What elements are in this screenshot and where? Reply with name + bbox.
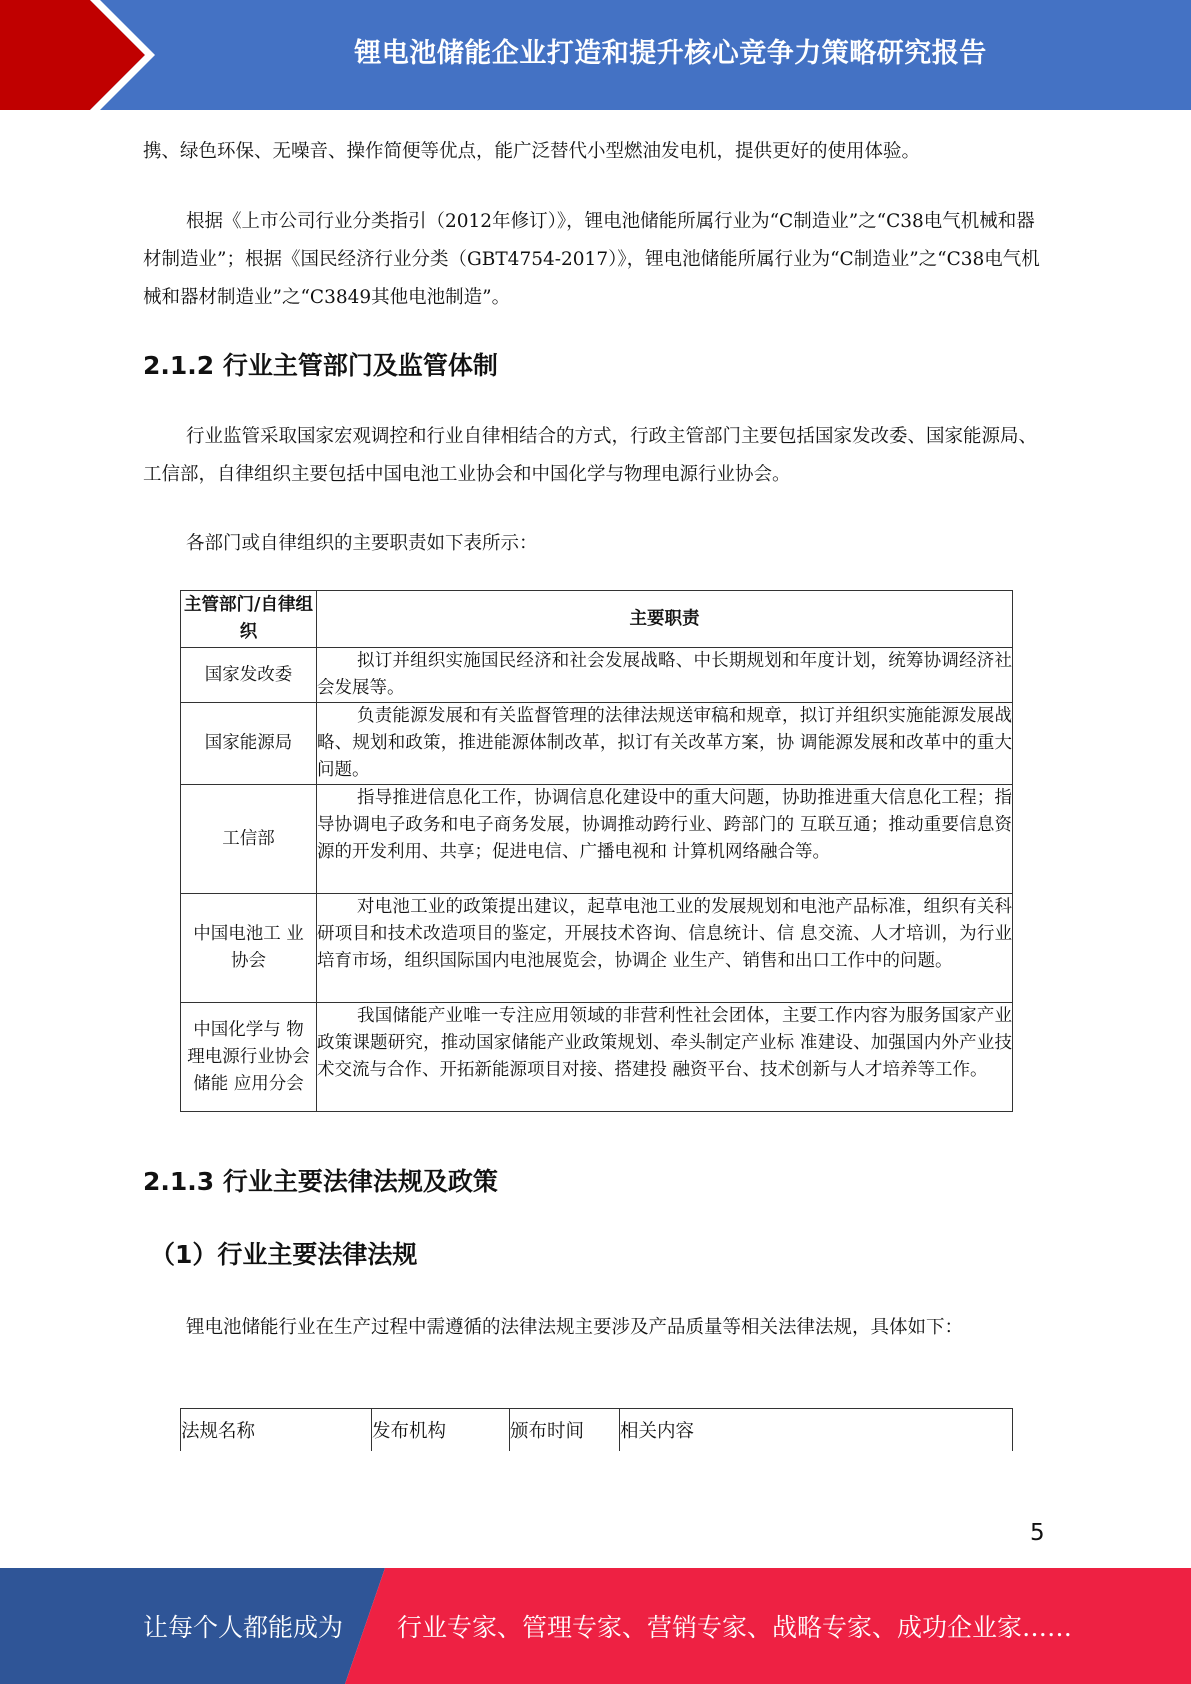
paragraph-laws-intro: 锂电池储能行业在生产过程中需遵循的法律法规主要涉及产品质量等相关法律法规，具体如下： <box>186 1317 964 1338</box>
table-cell-org: 国家发改委 <box>181 648 317 703</box>
table-cell-org: 国家能源局 <box>181 703 317 785</box>
table-header-row <box>181 1409 1013 1452</box>
table-header-date: 颁布时间 <box>510 1409 620 1452</box>
duty-table <box>180 590 1013 1112</box>
page-number: 5 <box>1030 1520 1045 1546</box>
table-row <box>181 894 1013 1003</box>
table-header-content: 相关内容 <box>620 1409 1013 1452</box>
table-cell-duty: 拟订并组织实施国民经济和社会发展战略、中长期规划和年度计划，统筹协调经济社会发展等。 <box>317 648 1013 703</box>
table-cell-org: 中国化学与 物理电源行业协会储能 应用分会 <box>181 1003 317 1112</box>
page-footer <box>0 1568 1191 1684</box>
table-row <box>181 648 1013 703</box>
table-row <box>181 703 1013 785</box>
paragraph-regulation-system: 行业监管采取国家宏观调控和行业自律相结合的方式，行政主管部门主要包括国家发改委、国家能源局、工信部，自律组织主要包括中国电池工业协会和中国化学与物理电源行业协会。 <box>143 426 1038 485</box>
law-table <box>180 1408 1013 1451</box>
section-heading-2-1-2: 2.1.2 行业主管部门及监管体制 <box>143 351 498 380</box>
table-header-duty: 主要职责 <box>317 591 1013 648</box>
report-title: 锂电池储能企业打造和提升核心竞争力策略研究报告 <box>354 37 987 69</box>
table-row <box>181 785 1013 894</box>
table-header-row <box>181 591 1013 648</box>
table-cell-org: 工信部 <box>181 785 317 894</box>
table-cell-duty: 负责能源发展和有关监督管理的法律法规送审稿和规章，拟订并组织实施能源发展战略、规划和政策，推进能源体制改革，拟订有关改革方案，协 调能源发展和改革中的重大问题。 <box>317 703 1013 785</box>
table-header-issuer: 发布机构 <box>372 1409 510 1452</box>
table-cell-duty: 对电池工业的政策提出建议，起草电池工业的发展规划和电池产品标准，组织有关科研项目和技术改造项目的鉴定，开展技术咨询、信息统计、信 息交流、人才培训，为行业培育市场，组织国际国内电池展览会，协调企 业生产、销售和出口工作中的问题。 <box>317 894 1013 1003</box>
table-cell-duty: 指导推进信息化工作，协调信息化建设中的重大问题，协助推进重大信息化工程；指导协调电子政务和电子商务发展，协调推动跨行业、跨部门的 互联互通；推动重要信息资源的开发利用、共享；促进电信、广播电视和 计算机网络融合等。 <box>317 785 1013 894</box>
table-cell-duty: 我国储能产业唯一专注应用领域的非营利性社会团体，主要工作内容为服务国家产业政策课题研究，推动国家储能产业政策规划、牵头制定产业标 准建设、加强国内外产业技术交流与合作、开拓新能源项目对接、搭建投 融资平台、技术创新与人才培养等工作。 <box>317 1003 1013 1112</box>
section-heading-2-1-3: 2.1.3 行业主要法律法规及政策 <box>143 1167 498 1196</box>
table-header-law-name: 法规名称 <box>181 1409 372 1452</box>
paragraph-industry-classification: 根据《上市公司行业分类指引（2012年修订）》，锂电池储能所属行业为“C制造业”之“C38电气机械和器材制造业”；根据《国民经济行业分类（GBT4754-2017）》，锂电池储能所属行业为“C制造业”之“C38电气机械和器材制造业”之“C3849其他电池制造”。 <box>143 211 1040 308</box>
footer-slogan-right: 行业专家、管理专家、营销专家、战略专家、成功企业家…… <box>397 1613 1073 1642</box>
paragraph-table-intro: 各部门或自律组织的主要职责如下表所示： <box>186 533 538 554</box>
table-cell-org: 中国电池工 业协会 <box>181 894 317 1003</box>
subsection-heading-laws: （1）行业主要法律法规 <box>150 1240 418 1269</box>
paragraph-continued: 携、绿色环保、无噪音、操作简便等优点，能广泛替代小型燃油发电机，提供更好的使用体验。 <box>143 141 921 162</box>
table-row <box>181 1003 1013 1112</box>
page-header <box>0 0 1191 110</box>
footer-slogan-left: 让每个人都能成为 <box>143 1613 344 1642</box>
table-header-org: 主管部门/自律组织 <box>181 591 317 648</box>
